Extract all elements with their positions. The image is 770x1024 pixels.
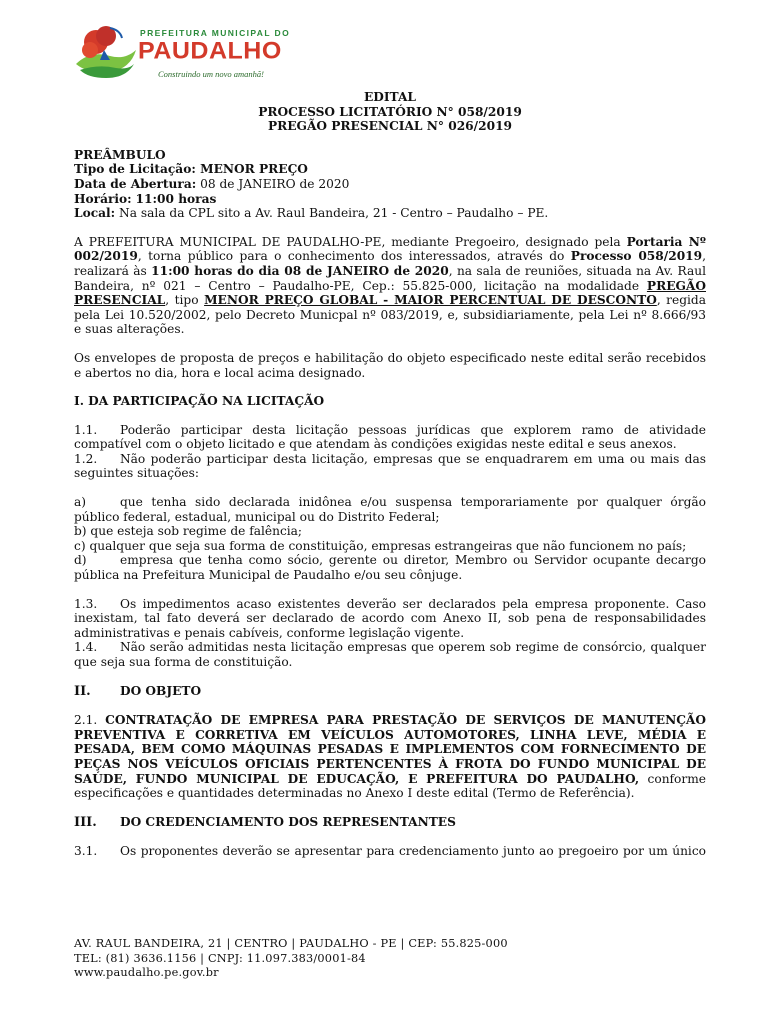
section2-num: II.: [74, 683, 91, 699]
logo-slogan-text: Construindo um novo amanhã!: [158, 69, 265, 79]
logo-name-text: PAUDALHO: [138, 37, 282, 65]
section1-heading-text: I. DA PARTICIPAÇÃO NA LICITAÇÃO: [74, 394, 325, 409]
item-a-num: a): [74, 495, 87, 510]
item-d-text: empresa que tenha como sócio, gerente ou diretor, Membro ou Servidor ocupante decargo pública na Prefeitura Municipal de Paudalho e/ou seu cônjuge.: [74, 553, 706, 583]
item-1-4-num: 1.4.: [74, 640, 98, 655]
item-1-2-text: Não poderão participar desta licitação, empresas que se enquadrarem em uma ou mais das seguintes situações:: [74, 451, 706, 481]
logo-top-text: PREFEITURA MUNICIPAL DO: [140, 28, 291, 38]
item-1-3-text: Os impedimentos acaso existentes deverão ser declarados pela empresa proponente. Caso inexistam, tal fato deverá ser declarado de acordo com Anexo II, sob pena de responsabilidades administrativas e penais cabíveis, conforme legislação vigente.: [74, 596, 706, 640]
abertura-label: Data de Abertura:: [74, 176, 197, 191]
paudalho-emblem-icon: [70, 20, 140, 82]
local-label: Local:: [74, 206, 116, 221]
item-1-4: [74, 640, 706, 669]
item-1-1-num: 1.1.: [74, 422, 98, 437]
prefeitura-logo: [70, 20, 291, 82]
intro-text-i: , tipo: [165, 293, 205, 308]
preamble-local: [74, 206, 706, 221]
section2-heading: [74, 684, 706, 700]
intro-processo: Processo 058/2019: [570, 249, 703, 264]
preamble-abertura: [74, 177, 706, 192]
intro-modalidade: PREGÃO PRESENCIAL: [74, 278, 706, 308]
item-a: [74, 495, 706, 524]
footer-address: AV. RAUL BANDEIRA, 21 | CENTRO | PAUDALHO - PE | CEP: 55.825-000: [74, 937, 508, 950]
footer-website: www.paudalho.pe.gov.br: [74, 966, 219, 980]
preamble-horario: [74, 192, 706, 207]
horario-value: 11:00 horas: [135, 191, 217, 206]
item-2-1-rest: conforme especificações e quantidades determinadas no Anexo I deste edital (Termo de Referência).: [74, 771, 706, 801]
item-1-2: [74, 452, 706, 481]
item-b: b) que esteja sob regime de falência;: [74, 524, 303, 539]
item-2-1-object: CONTRATAÇÃO DE EMPRESA PARA PRESTAÇÃO DE SERVIÇOS DE MANUTENÇÃO PREVENTIVA E CORRETIVA EM VEÍCULOS AUTOMOTORES, LINHA LEVE, MÉDIA E PESADA, BEM COMO MÁQUINAS PESADAS E IMPLEMENTOS COM FORNECIMENTO DE PEÇAS NOS VEÍCULOS OFICIAIS PERTENCENTES À FROTA DO FUNDO MUNICIPAL DE SAÚDE, FUNDO MUNICIPAL DE EDUCAÇÃO, E PREFEITURA DO PAUDALHO,: [74, 713, 706, 786]
footer-contact: TEL: (81) 3636.1156 | CNPJ: 11.097.383/0001-84: [74, 951, 366, 965]
item-1-1-text: Poderão participar desta licitação pessoas jurídicas que explorem ramo de atividade compatível com o objeto licitado e que atendam às condições exigidas neste edital e seus anexos.: [74, 422, 706, 452]
item-1-1: [74, 423, 706, 452]
intro-paragraph: [74, 235, 706, 337]
item-1-3: [74, 597, 706, 641]
preamble-heading: PREÂMBULO: [74, 147, 166, 162]
page-footer: [74, 937, 508, 981]
intro-date: 11:00 horas do dia 08 de JANEIRO de 2020: [151, 263, 449, 278]
item-3-1-text: Os proponentes deverão se apresentar para credenciamento junto ao pregoeiro por um único: [120, 844, 706, 859]
intro-text-e: , realizará às: [74, 249, 707, 278]
intro-text-g: , na sala de reuniões, situada na Av. Raul Bandeira, nº 021 – Centro – Paudalho-PE, Cep.: 55.825-000, licitação na modalidade: [74, 263, 706, 293]
item-3-1: [74, 844, 706, 859]
envelopes-paragraph: Os envelopes de proposta de preços e habilitação do objeto especificado neste edital serão recebidos e abertos no dia, hora e local acima designado.: [74, 350, 706, 380]
title-processo: PROCESSO LICITATÓRIO N° 058/2019: [258, 104, 522, 119]
item-2-1: [74, 713, 706, 801]
section2-heading-text: DO OBJETO: [120, 683, 202, 698]
abertura-value: 08 de JANEIRO de 2020: [200, 176, 350, 191]
item-3-1-num: 3.1.: [74, 844, 98, 859]
item-c: c) qualquer que seja sua forma de constituição, empresas estrangeiras que não funcionem no país;: [74, 538, 687, 553]
intro-text-a: A PREFEITURA MUNICIPAL DE PAUDALHO-PE, mediante Pregoeiro, designado pela: [74, 234, 627, 249]
local-value: Na sala da CPL sito a Av. Raul Bandeira, 21 - Centro – Paudalho – PE.: [119, 206, 549, 221]
section3-heading: [74, 815, 706, 831]
intro-text-c: , torna público para o conhecimento dos interessados, através do: [137, 249, 571, 264]
horario-label: Horário:: [74, 191, 132, 206]
document-body: [74, 90, 706, 859]
item-d-num: d): [74, 553, 87, 568]
intro-tipo: MENOR PREÇO GLOBAL - MAIOR PERCENTUAL DE DESCONTO: [204, 293, 657, 308]
title-edital: EDITAL: [364, 90, 416, 104]
section3-heading-text: DO CREDENCIAMENTO DOS REPRESENTANTES: [120, 814, 456, 829]
item-1-4-text: Não serão admitidas nesta licitação empresas que operem sob regime de consórcio, qualquer que seja sua forma de constituição.: [74, 640, 706, 669]
section1-heading: [74, 394, 706, 409]
title-block: [74, 90, 706, 134]
item-a-text: que tenha sido declarada inidônea e/ou suspensa temporariamente por qualquer órgão público federal, estadual, municipal ou do Distrito Federal;: [74, 495, 706, 524]
item-d: [74, 553, 706, 582]
preamble-block: [74, 148, 706, 221]
intro-text-k: , regida pela Lei 10.520/2002, pelo Decreto Municpal nº 083/2019, e, subsidiariamente, pela Lei nº 8.666/93 e suas alterações.: [74, 293, 706, 337]
item-2-1-num: 2.1.: [74, 713, 98, 728]
section3-num: III.: [74, 814, 97, 830]
title-pregao: PREGÃO PRESENCIAL N° 026/2019: [267, 119, 513, 134]
preamble-tipo: Tipo de Licitação: MENOR PREÇO: [74, 162, 308, 177]
item-1-2-num: 1.2.: [74, 451, 98, 466]
intro-portaria: Portaria Nº 002/2019: [74, 234, 706, 264]
item-1-3-num: 1.3.: [74, 596, 98, 611]
